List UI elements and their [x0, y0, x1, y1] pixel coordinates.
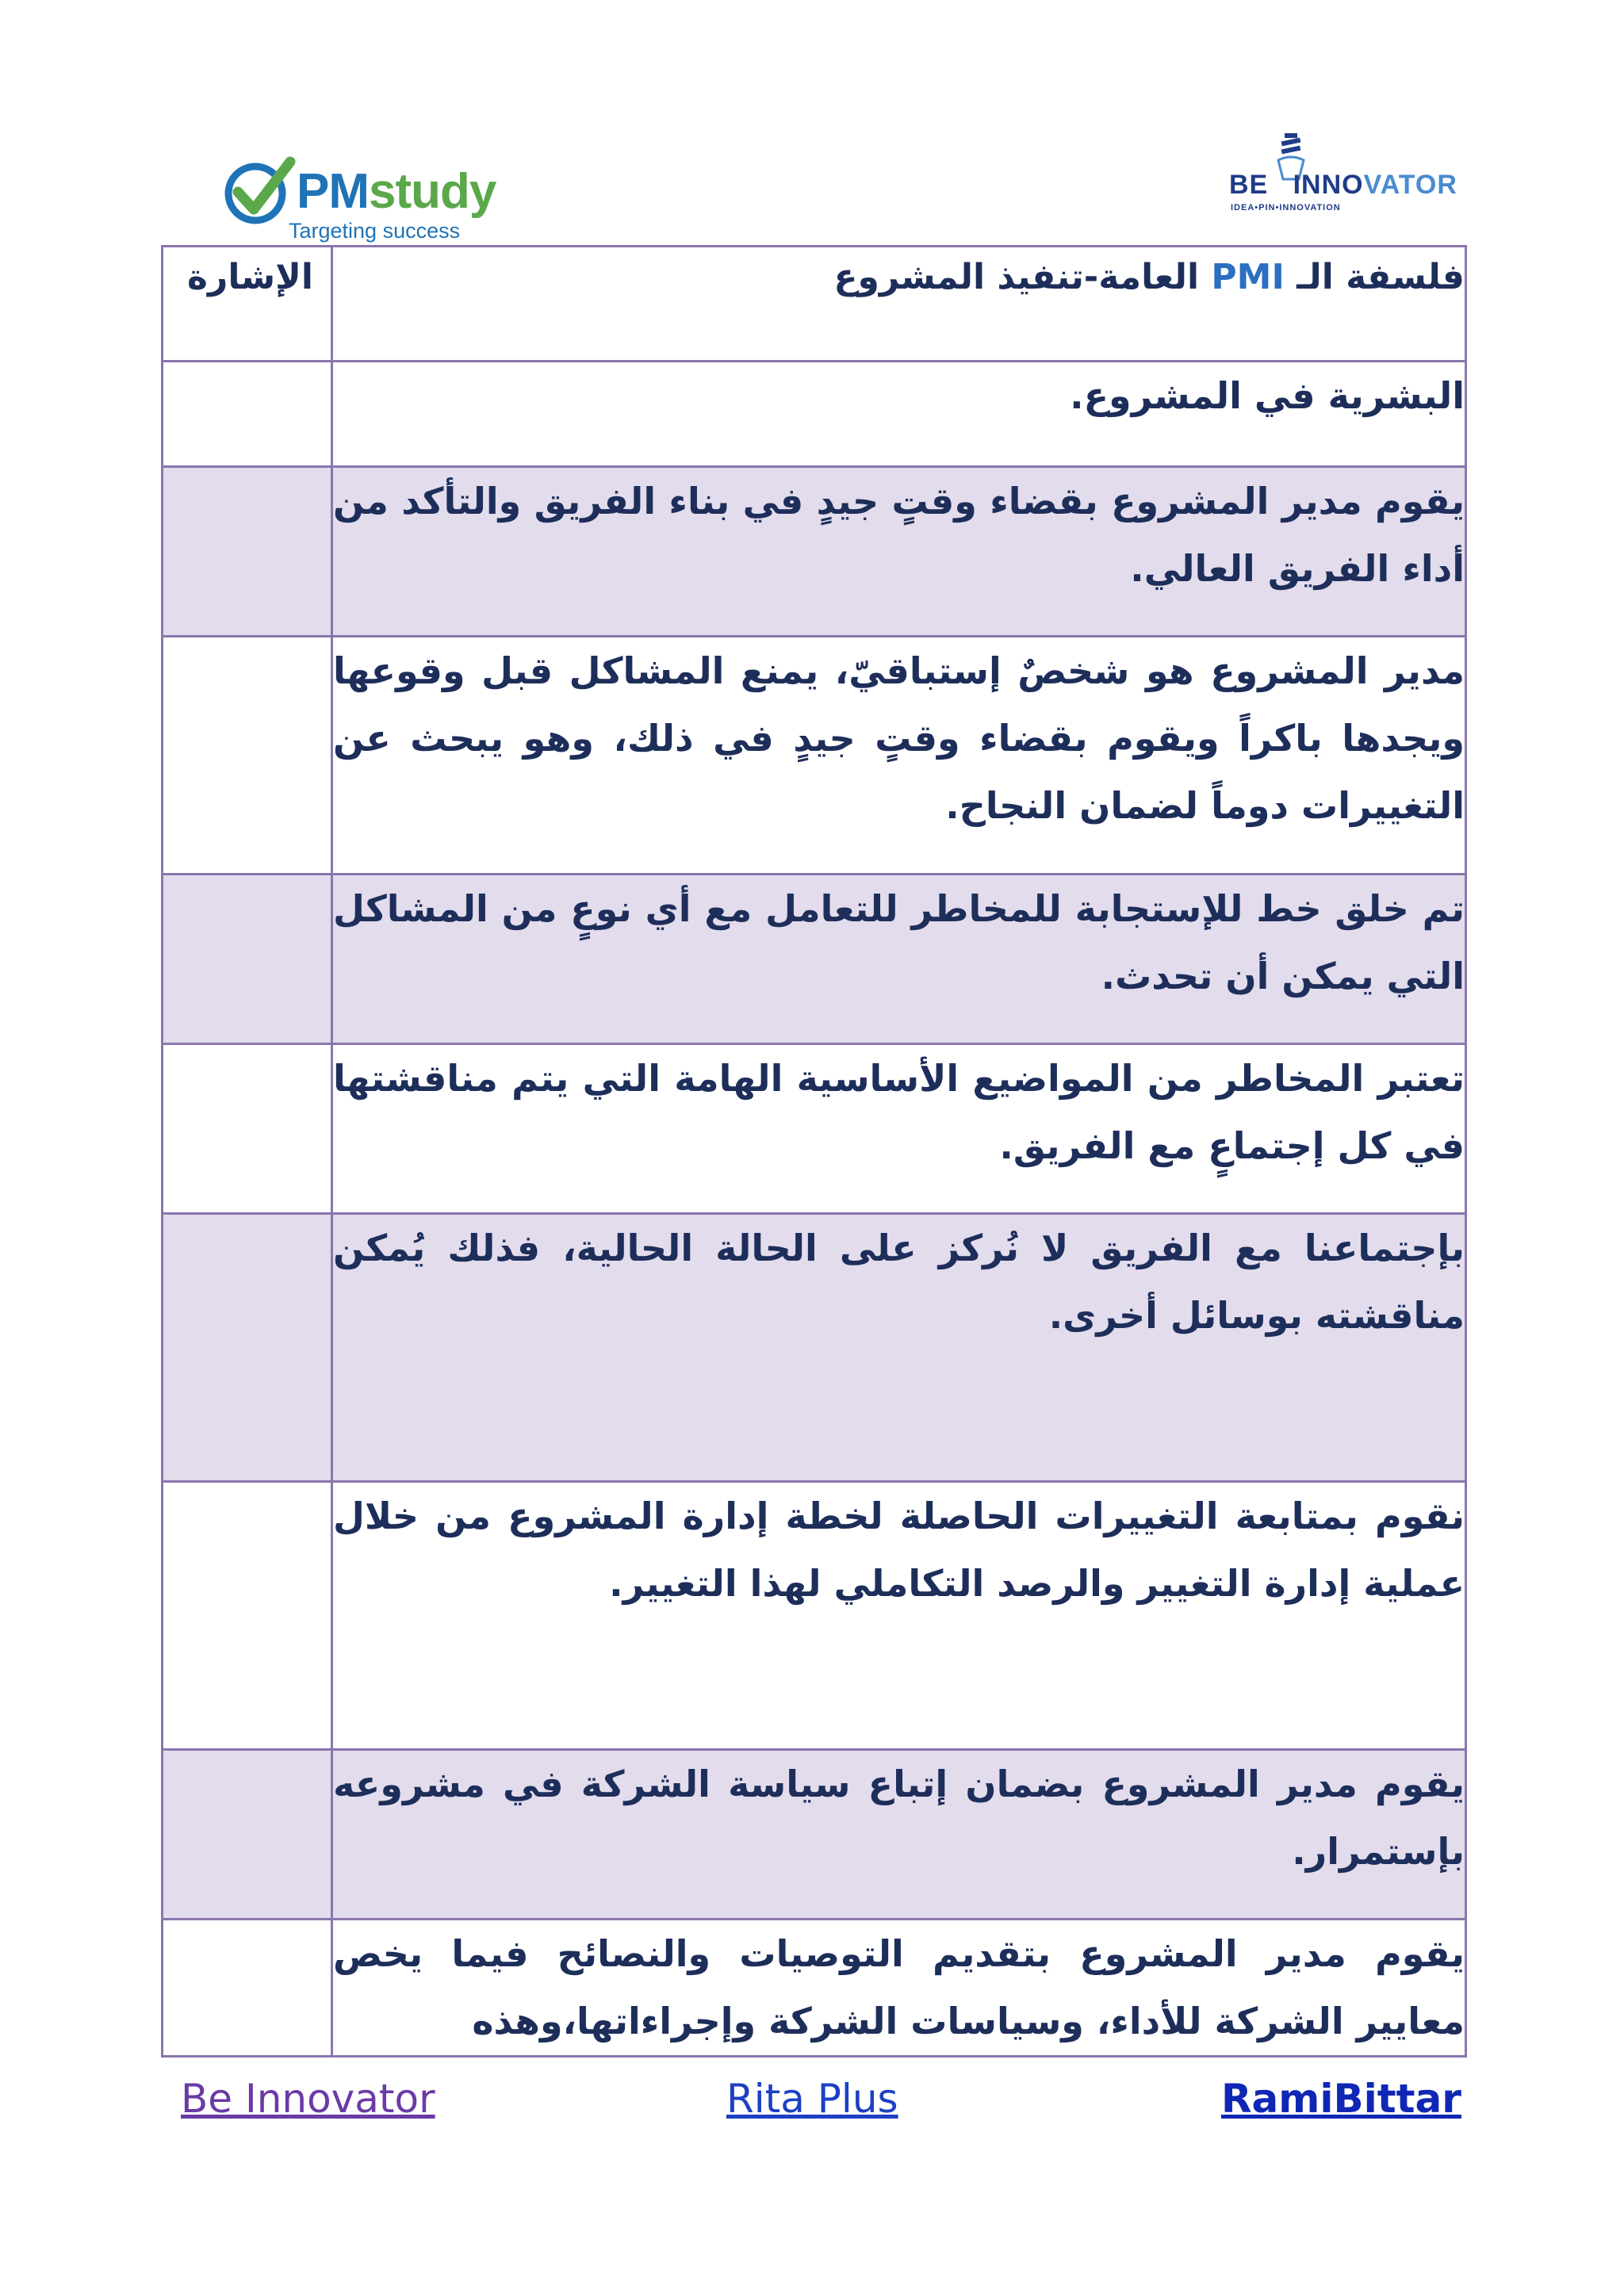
table-row [163, 1750, 1466, 1920]
row-text: يقوم مدير المشروع بتقديم التوصيات والنصائح فيما يخص معايير الشركة للأداء، وسياسات الشركة وإجراءاتها،وهذه [333, 1932, 1465, 2042]
row-text: يقوم مدير المشروع بقضاء وقتٍ جيدٍ في بناء الفريق والتأكد من أداء الفريق العالي. [333, 480, 1465, 590]
title-suffix: العامة-تنفيذ المشروع [833, 257, 1212, 297]
row-text-cell [332, 1482, 1466, 1750]
footer-link-be-innovator[interactable]: Be Innovator [181, 2076, 435, 2122]
row-text: بإجتماعنا مع الفريق لا نُركز على الحالة الحالية، فذلك يُمكن مناقشته بوسائل أخرى. [333, 1227, 1465, 1337]
table-row [163, 637, 1466, 875]
sign-cell[interactable] [163, 1214, 332, 1482]
row-text: البشرية في المشروع. [1070, 374, 1465, 417]
footer-link-rami-bittar[interactable]: RamiBittar [1221, 2076, 1461, 2122]
row-text-cell [332, 637, 1466, 875]
be-innovator-subtitle: IDEA•PIN•INNOVATION [1231, 203, 1341, 212]
table-row [163, 467, 1466, 637]
wordmark-vator: VATOR [1363, 170, 1457, 200]
row-text-cell [332, 467, 1466, 637]
table-row [163, 1044, 1466, 1214]
row-text: تم خلق خط للإستجابة للمخاطر للتعامل مع أي نوعٍ من المشاكل التي يمكن أن تحدث. [333, 887, 1465, 997]
pmstudy-logo [220, 147, 522, 246]
sign-cell[interactable] [163, 1044, 332, 1214]
table-row [163, 1214, 1466, 1482]
checklist-table [161, 245, 1467, 2058]
sign-cell[interactable] [163, 467, 332, 637]
sign-cell[interactable] [163, 1750, 332, 1920]
table-header-title [332, 247, 1466, 362]
row-text-cell [332, 875, 1466, 1044]
row-text-cell [332, 1750, 1466, 1920]
table-row [163, 875, 1466, 1044]
table-row [163, 1920, 1466, 2057]
title-pmi: PMI [1211, 257, 1285, 297]
sign-cell[interactable] [163, 875, 332, 1044]
row-text: تعتبر المخاطر من المواضيع الأساسية الهامة التي يتم مناقشتها في كل إجتماعٍ مع الفريق. [333, 1057, 1465, 1167]
sign-cell[interactable] [163, 1920, 332, 2057]
wordmark-be: BE [1229, 170, 1269, 200]
title-prefix: فلسفة الـ [1284, 257, 1465, 297]
sign-cell[interactable] [163, 362, 332, 467]
row-text-cell [332, 1214, 1466, 1482]
table-row [163, 362, 1466, 467]
sign-cell[interactable] [163, 1482, 332, 1750]
be-innovator-wordmark [1229, 170, 1457, 201]
brand-study: study [369, 164, 496, 219]
check-globe-icon [220, 154, 297, 230]
wordmark-inno: INNO [1293, 170, 1364, 200]
pmstudy-brand [297, 163, 496, 220]
row-text-cell [332, 1920, 1466, 2057]
sign-cell[interactable] [163, 637, 332, 875]
be-innovator-logo [1229, 130, 1457, 217]
table-row [163, 1482, 1466, 1750]
row-text-cell [332, 1044, 1466, 1214]
table-header-row [163, 247, 1466, 362]
brand-pm: PM [297, 164, 369, 219]
row-text: نقوم بمتابعة التغييرات الحاصلة لخطة إدارة المشروع من خلال عملية إدارة التغيير والرصد التكاملي لهذا التغيير. [333, 1495, 1465, 1605]
row-text: مدير المشروع هو شخصٌ إستباقيّ، يمنع المشاكل قبل وقوعها ويجدها باكراً ويقوم بقضاء وقتٍ جيدٍ في ذلك، وهو يبحث عن التغييرات دوماً لضمان النجاح. [333, 649, 1465, 827]
row-text-cell [332, 362, 1466, 467]
footer-link-rita-plus[interactable]: Rita Plus [726, 2076, 898, 2122]
row-text: يقوم مدير المشروع بضمان إتباع سياسة الشركة في مشروعه بإستمرار. [333, 1763, 1465, 1873]
sign-column-header: الإشارة [163, 247, 332, 362]
pmstudy-tagline: Targeting success [289, 219, 461, 243]
